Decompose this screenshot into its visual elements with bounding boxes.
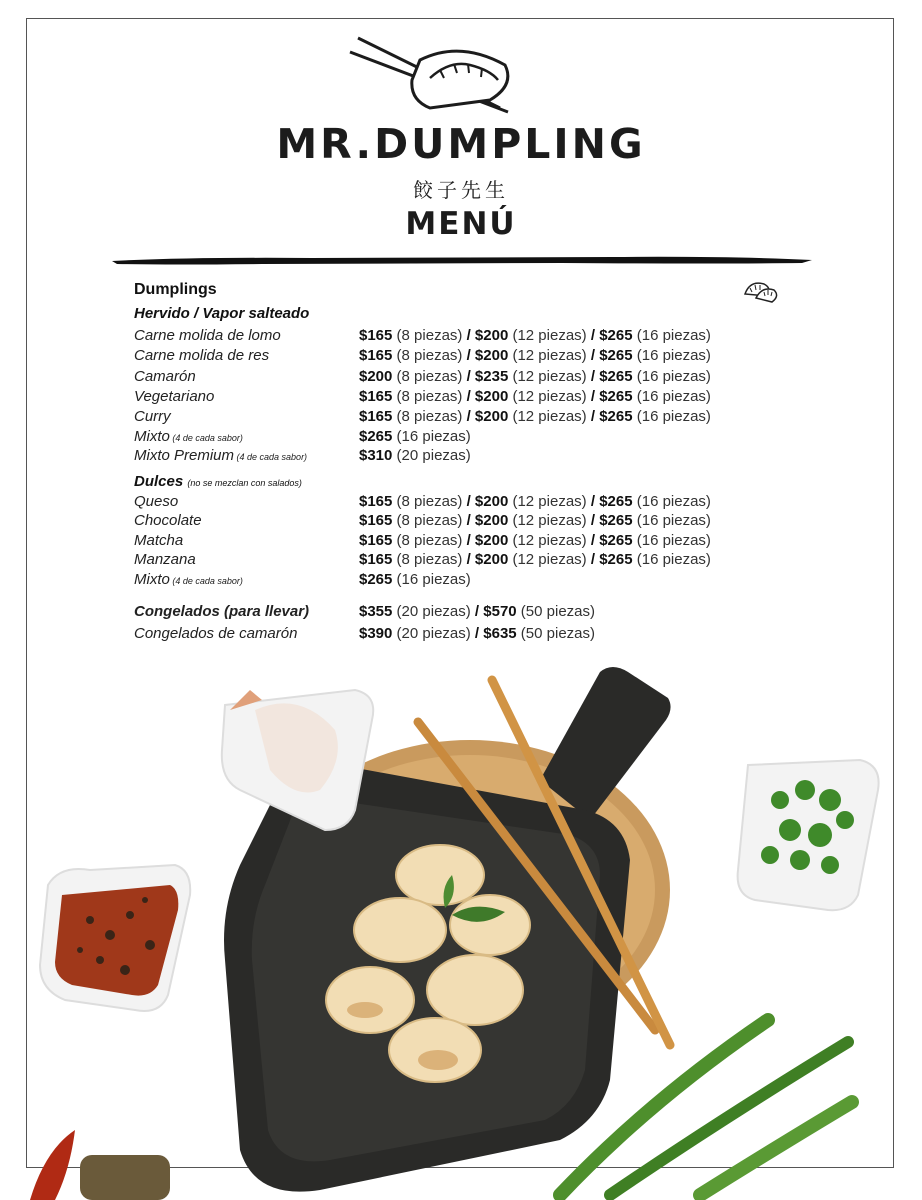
brand-name: MR.DUMPLING — [276, 120, 646, 168]
price-value: $165 — [359, 327, 393, 344]
menu-row — [134, 428, 754, 448]
price-qty: (12 piezas) — [508, 408, 587, 425]
price-value: $265 — [599, 512, 633, 529]
price-qty: (16 piezas) — [392, 428, 471, 445]
item-prices: $165 (8 piezas) / $200 (12 piezas) / $265 (16 piezas) — [359, 532, 711, 549]
price-qty: (16 piezas) — [632, 388, 711, 405]
price-value: $265 — [599, 388, 633, 405]
price-value: $165 — [359, 532, 393, 549]
price-qty: (8 piezas) — [392, 532, 463, 549]
item-name: Carne molida de res — [134, 347, 270, 364]
price-value: $165 — [359, 388, 393, 405]
item-name: Carne molida de lomo — [134, 327, 281, 344]
price-qty: (20 piezas) — [392, 447, 471, 464]
item-name: Congelados de camarón — [134, 625, 298, 642]
price-value: $355 — [359, 603, 393, 620]
price-qty: (8 piezas) — [392, 347, 463, 364]
price-value: $310 — [359, 447, 393, 464]
item-name: Congelados (para llevar) — [134, 603, 310, 620]
price-qty: (12 piezas) — [508, 551, 587, 568]
item-note: (4 de cada sabor) — [169, 433, 243, 443]
item-prices: $200 (8 piezas) / $235 (12 piezas) / $265 (16 piezas) — [359, 368, 711, 385]
price-qty: (8 piezas) — [392, 512, 463, 529]
item-name: Camarón — [134, 368, 196, 385]
item-prices: $165 (8 piezas) / $200 (12 piezas) / $265 (16 piezas) — [359, 551, 711, 568]
price-qty: (16 piezas) — [632, 347, 711, 364]
price-value: $235 — [474, 368, 509, 385]
price-qty: (16 piezas) — [632, 327, 711, 344]
price-value: $165 — [359, 347, 393, 364]
item-name: Mixto Premium (4 de cada sabor) — [134, 447, 308, 464]
menu-row — [134, 447, 754, 467]
item-prices: $165 (8 piezas) / $200 (12 piezas) / $265 (16 piezas) — [359, 388, 711, 405]
item-name: Manzana — [134, 551, 196, 568]
item-name: Matcha — [134, 532, 184, 549]
price-value: $265 — [359, 428, 393, 445]
section-title-dulces — [134, 473, 302, 490]
price-qty: (20 piezas) — [392, 603, 471, 620]
price-qty: (8 piezas) — [392, 388, 463, 405]
price-value: $165 — [359, 512, 393, 529]
price-value: $200 — [474, 408, 509, 425]
menu-row — [134, 408, 754, 428]
menu-row — [134, 327, 754, 347]
price-value: $265 — [599, 551, 633, 568]
price-value: $265 — [599, 532, 633, 549]
item-note: (4 de cada sabor) — [169, 576, 243, 586]
item-name: Mixto (4 de cada sabor) — [134, 428, 243, 445]
price-value: $200 — [474, 512, 509, 529]
price-qty: (16 piezas) — [392, 571, 471, 588]
price-qty: (16 piezas) — [632, 551, 711, 568]
section-subtitle: Hervido / Vapor salteado — [134, 305, 310, 322]
item-prices: $355 (20 piezas) / $570 (50 piezas) — [359, 603, 596, 620]
price-qty: (12 piezas) — [508, 493, 587, 510]
item-prices: $165 (8 piezas) / $200 (12 piezas) / $265 (16 piezas) — [359, 512, 711, 529]
item-name: Mixto (4 de cada sabor) — [134, 571, 243, 588]
item-prices — [359, 428, 471, 445]
price-qty: (50 piezas) — [516, 603, 596, 620]
price-value: $570 — [483, 603, 517, 620]
menu-row — [134, 347, 754, 367]
price-value: $200 — [474, 532, 509, 549]
price-value: $265 — [599, 368, 633, 385]
price-qty: (16 piezas) — [632, 532, 711, 549]
dulces-note: (no se mezclan con salados) — [187, 478, 302, 488]
price-qty: (8 piezas) — [392, 551, 463, 568]
price-qty: (12 piezas) — [508, 512, 587, 529]
price-value: $635 — [483, 625, 517, 642]
menu-row — [134, 368, 754, 388]
menu-row — [134, 532, 754, 552]
item-prices: $390 (20 piezas) / $635 (50 piezas) — [359, 625, 596, 642]
price-value: $165 — [359, 408, 393, 425]
menu-row — [134, 388, 754, 408]
dulces-title: Dulces — [134, 473, 184, 490]
price-value: $265 — [599, 408, 633, 425]
price-qty: (8 piezas) — [392, 493, 463, 510]
menu-row — [134, 625, 754, 645]
menu-title: MENÚ — [405, 206, 517, 242]
food-photo-dumplings-skillet — [0, 650, 922, 1200]
price-qty: (12 piezas) — [508, 327, 587, 344]
brush-divider — [112, 252, 812, 268]
price-value: $200 — [474, 493, 509, 510]
item-prices: $165 (8 piezas) / $200 (12 piezas) / $265 (16 piezas) — [359, 327, 711, 344]
price-qty: (12 piezas) — [508, 388, 587, 405]
price-qty: (16 piezas) — [632, 408, 711, 425]
menu-row — [134, 603, 754, 623]
price-qty: (12 piezas) — [508, 347, 587, 364]
dumplings-icon — [742, 276, 780, 306]
price-qty: (50 piezas) — [516, 625, 596, 642]
item-prices: $165 (8 piezas) / $200 (12 piezas) / $265 (16 piezas) — [359, 493, 711, 510]
menu-row — [134, 551, 754, 571]
price-qty: (16 piezas) — [632, 512, 711, 529]
price-value: $200 — [474, 327, 509, 344]
price-value: $265 — [359, 571, 393, 588]
item-prices — [359, 571, 471, 588]
menu-row — [134, 493, 754, 513]
menu-row — [134, 571, 754, 591]
item-prices: $165 (8 piezas) / $200 (12 piezas) / $265 (16 piezas) — [359, 408, 711, 425]
chopsticks-dumpling-icon — [340, 30, 540, 120]
price-qty: (12 piezas) — [508, 368, 587, 385]
price-qty: (8 piezas) — [392, 327, 463, 344]
price-value: $265 — [599, 347, 633, 364]
price-qty: (20 piezas) — [392, 625, 471, 642]
price-value: $200 — [474, 388, 509, 405]
price-value: $165 — [359, 551, 393, 568]
price-qty: (16 piezas) — [632, 368, 711, 385]
item-note: (4 de cada sabor) — [234, 452, 308, 462]
item-name: Vegetariano — [134, 388, 215, 405]
price-qty: (8 piezas) — [392, 368, 463, 385]
item-prices — [359, 447, 471, 464]
section-title-dumplings: Dumplings — [134, 281, 217, 298]
price-value: $165 — [359, 493, 393, 510]
price-value: $200 — [474, 551, 509, 568]
price-qty: (16 piezas) — [632, 493, 711, 510]
brand-chinese: 餃子先生 — [413, 178, 509, 202]
item-prices: $165 (8 piezas) / $200 (12 piezas) / $265 (16 piezas) — [359, 347, 711, 364]
price-value: $265 — [599, 327, 633, 344]
price-value: $265 — [599, 493, 633, 510]
item-name: Chocolate — [134, 512, 202, 529]
price-value: $200 — [474, 347, 509, 364]
price-qty: (12 piezas) — [508, 532, 587, 549]
price-qty: (8 piezas) — [392, 408, 463, 425]
item-name: Curry — [134, 408, 171, 425]
price-value: $390 — [359, 625, 393, 642]
price-value: $200 — [359, 368, 393, 385]
menu-row — [134, 512, 754, 532]
item-name: Queso — [134, 493, 179, 510]
